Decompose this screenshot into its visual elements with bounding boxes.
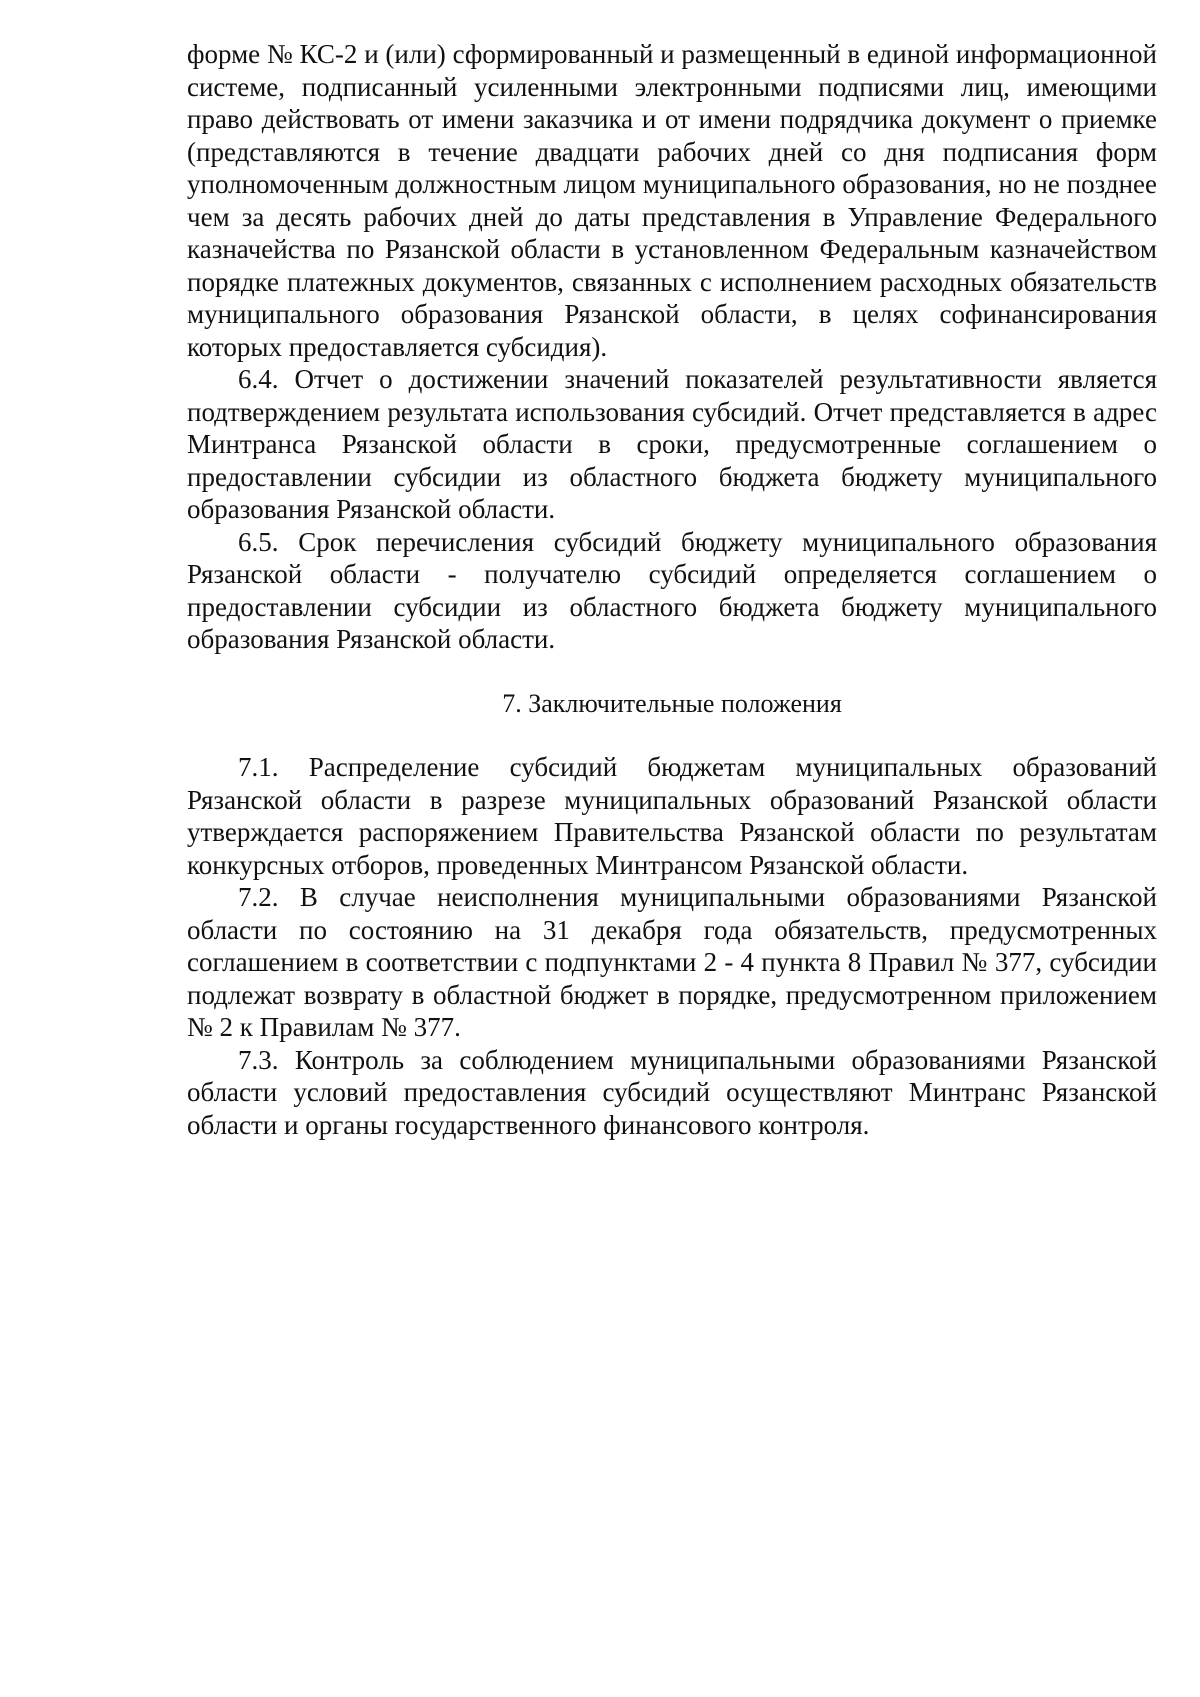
section-7-heading: 7. Заключительные положения: [502, 688, 842, 718]
document-body: [187, 38, 1157, 1141]
paragraph-6-5: 6.5. Срок перечисления субсидий бюджету муниципального образования Рязанской области - получателю субсидий определяется соглашением о предоставлении субсидии из областного бюджета бюджету муниципального образования Рязанской области.: [187, 526, 1157, 654]
paragraph-6-4: 6.4. Отчет о достижении значений показателей результативности является подтверждением результата использования субсидий. Отчет представляется в адрес Минтранса Рязанской области в сроки, предусмотренные соглашением о предоставлении субсидии из областного бюджета бюджету муниципального образования Рязанской области.: [187, 364, 1157, 524]
paragraph-7-3: 7.3. Контроль за соблюдением муниципальными образованиями Рязанской области условий предоставления субсидий осуществляют Минтранс Рязанской области и органы государственного финансового контроля.: [187, 1044, 1157, 1140]
paragraph-6-3-continuation: форме № КС-2 и (или) сформированный и размещенный в единой информационной системе, подписанный усиленными электронными подписями лиц, имеющими право действовать от имени заказчика и от имени подрядчика документ о приемке (представляются в течение двадцати рабочих дней со дня подписания форм уполномоченным должностным лицом муниципального образования, но не позднее чем за десять рабочих дней до даты представления в Управление Федерального казначейства по Рязанской области в установленном Федеральным казначейством порядке платежных документов, связанных с исполнением расходных обязательств муниципального образования Рязанской области, в целях софинансирования которых предоставляется субсидия).: [187, 39, 1157, 362]
paragraph-7-1: 7.1. Распределение субсидий бюджетам муниципальных образований Рязанской области в разрезе муниципальных образований Рязанской области утверждается распоряжением Правительства Рязанской области по результатам конкурсных отборов, проведенных Минтрансом Рязанской области.: [187, 752, 1157, 880]
paragraph-7-2: 7.2. В случае неисполнения муниципальными образованиями Рязанской области по состоянию на 31 декабря года обязательств, предусмотренных соглашением в соответствии с подпунктами 2 - 4 пункта 8 Правил № 377, субсидии подлежат возврату в областной бюджет в порядке, предусмотренном приложением № 2 к Правилам № 377.: [187, 882, 1157, 1042]
